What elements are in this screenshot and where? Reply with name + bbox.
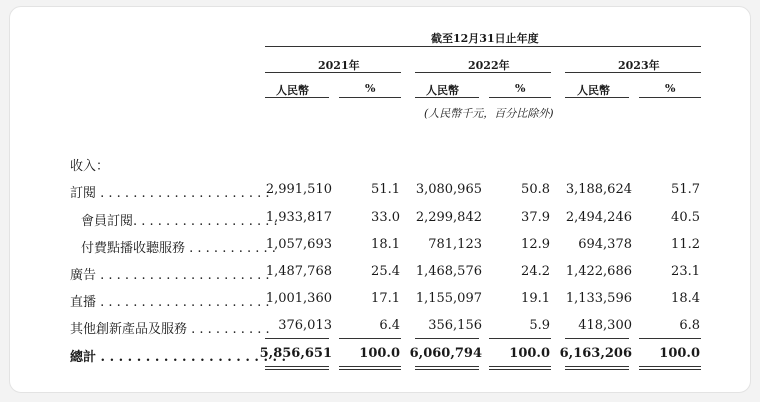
total-double-line-1-2021-pct bbox=[339, 366, 401, 367]
total-2023-pct: 100.0 bbox=[659, 346, 700, 361]
cell-2021-value: 376,013 bbox=[278, 318, 332, 333]
total-double-line-1-2022-pct bbox=[489, 366, 551, 367]
sub-underline-2021-cur bbox=[265, 97, 329, 98]
sub-underline-2023-pct bbox=[639, 97, 701, 98]
percent-header-2023: % bbox=[665, 82, 676, 95]
total-double-line-1-2022-cur bbox=[415, 366, 479, 367]
cell-2021-value: 1,933,817 bbox=[265, 210, 332, 225]
sub-underline-2023-cur bbox=[565, 97, 629, 98]
row-label-advertising: 廣告 . . . . . . . . . . . . . . . . . . . . . bbox=[70, 268, 270, 283]
cell-2023-pct: 18.4 bbox=[671, 291, 700, 306]
year-2022-underline bbox=[415, 72, 551, 73]
cell-2022-value: 1,155,097 bbox=[415, 291, 482, 306]
total-2022-pct: 100.0 bbox=[509, 346, 550, 361]
row-label-total: 總計 . . . . . . . . . . . . . . . . . . . . . bbox=[70, 350, 287, 365]
cell-2021-value: 1,487,768 bbox=[265, 264, 332, 279]
cell-2023-value: 418,300 bbox=[578, 318, 632, 333]
cell-2023-value: 1,422,686 bbox=[565, 264, 632, 279]
cell-2022-pct: 19.1 bbox=[521, 291, 550, 306]
total-2022-value: 6,060,794 bbox=[409, 346, 482, 361]
total-topline-2021-pct bbox=[339, 338, 401, 339]
cell-2021-value: 1,001,360 bbox=[265, 291, 332, 306]
cell-2023-pct: 51.7 bbox=[671, 182, 700, 197]
cell-2021-value: 2,991,510 bbox=[265, 182, 332, 197]
percent-header-2022: % bbox=[515, 82, 526, 95]
cell-2021-pct: 18.1 bbox=[371, 237, 400, 252]
cell-2023-pct: 40.5 bbox=[671, 210, 700, 225]
year-2022-header: 2022年 bbox=[468, 59, 510, 72]
total-topline-2023-pct bbox=[639, 338, 701, 339]
cell-2021-value: 1,057,693 bbox=[265, 237, 332, 252]
total-2021-pct: 100.0 bbox=[359, 346, 400, 361]
cell-2022-value: 1,468,576 bbox=[415, 264, 482, 279]
cell-2023-pct: 11.2 bbox=[671, 237, 700, 252]
cell-2022-pct: 24.2 bbox=[521, 264, 550, 279]
total-topline-2021-cur bbox=[265, 338, 329, 339]
total-2023-value: 6,163,206 bbox=[559, 346, 632, 361]
cell-2023-value: 3,188,624 bbox=[565, 182, 632, 197]
total-topline-2022-cur bbox=[415, 338, 479, 339]
cell-2022-value: 2,299,842 bbox=[415, 210, 482, 225]
row-label-paid-audio: 付費點播收聽服務 . . . . . . . . . . . bbox=[81, 241, 276, 256]
cell-2023-pct: 6.8 bbox=[679, 318, 700, 333]
total-2021-value: 5,856,651 bbox=[259, 346, 332, 361]
cell-2022-pct: 12.9 bbox=[521, 237, 550, 252]
row-label-subscription: 訂閱 . . . . . . . . . . . . . . . . . . . . . bbox=[70, 186, 270, 201]
row-label-membership: 會員訂閱. . . . . . . . . . . . . . . . . . bbox=[81, 214, 278, 229]
total-double-line-2-2023-pct bbox=[639, 369, 701, 370]
year-2023-header: 2023年 bbox=[618, 59, 660, 72]
cell-2023-value: 694,378 bbox=[578, 237, 632, 252]
cell-2023-value: 1,133,596 bbox=[565, 291, 632, 306]
cell-2021-pct: 25.4 bbox=[371, 264, 400, 279]
cell-2022-value: 356,156 bbox=[428, 318, 482, 333]
cell-2021-pct: 17.1 bbox=[371, 291, 400, 306]
cell-2021-pct: 6.4 bbox=[379, 318, 400, 333]
currency-header-2021: 人民幣 bbox=[276, 84, 309, 97]
sub-underline-2022-cur bbox=[415, 97, 479, 98]
cell-2022-value: 3,080,965 bbox=[415, 182, 482, 197]
currency-header-2022: 人民幣 bbox=[426, 84, 459, 97]
period-underline bbox=[265, 46, 701, 47]
total-double-line-2-2021-pct bbox=[339, 369, 401, 370]
section-label-revenue: 收入： bbox=[70, 159, 110, 174]
total-double-line-2-2022-pct bbox=[489, 369, 551, 370]
total-double-line-1-2023-pct bbox=[639, 366, 701, 367]
currency-header-2023: 人民幣 bbox=[577, 84, 610, 97]
cell-2022-pct: 5.9 bbox=[529, 318, 550, 333]
row-label-live: 直播 . . . . . . . . . . . . . . . . . . . . . bbox=[70, 295, 270, 310]
total-double-line-1-2021-cur bbox=[265, 366, 329, 367]
total-double-line-2-2021-cur bbox=[265, 369, 329, 370]
total-double-line-2-2023-cur bbox=[565, 369, 629, 370]
cell-2022-pct: 50.8 bbox=[521, 182, 550, 197]
total-double-line-2-2022-cur bbox=[415, 369, 479, 370]
year-2021-header: 2021年 bbox=[318, 59, 360, 72]
cell-2023-value: 2,494,246 bbox=[565, 210, 632, 225]
year-2023-underline bbox=[565, 72, 701, 73]
total-double-line-1-2023-cur bbox=[565, 366, 629, 367]
total-topline-2022-pct bbox=[489, 338, 551, 339]
sub-underline-2021-pct bbox=[339, 97, 401, 98]
year-2021-underline bbox=[265, 72, 401, 73]
cell-2022-pct: 37.9 bbox=[521, 210, 550, 225]
cell-2021-pct: 51.1 bbox=[371, 182, 400, 197]
cell-2022-value: 781,123 bbox=[428, 237, 482, 252]
percent-header-2021: % bbox=[365, 82, 376, 95]
period-header: 截至12月31日止年度 bbox=[431, 32, 539, 45]
cell-2023-pct: 23.1 bbox=[671, 264, 700, 279]
row-label-other: 其他創新產品及服務 . . . . . . . . . . bbox=[70, 322, 270, 337]
sub-underline-2022-pct bbox=[489, 97, 551, 98]
total-topline-2023-cur bbox=[565, 338, 629, 339]
unit-note: (人民幣千元，百分比除外) bbox=[424, 107, 554, 120]
cell-2021-pct: 33.0 bbox=[371, 210, 400, 225]
